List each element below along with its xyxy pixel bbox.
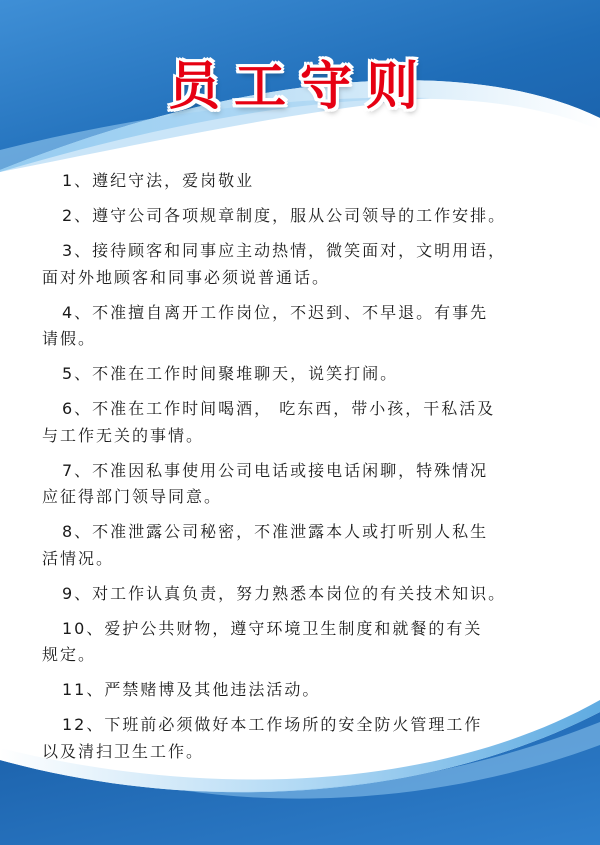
rule-item <box>42 300 582 353</box>
rule-line: 与工作无关的事情。 <box>42 425 205 445</box>
rule-line: 5、不准在工作时间聚堆聊天，说笑打闹。 <box>62 364 399 383</box>
rule-item <box>62 203 582 230</box>
rule-line: 9、对工作认真负责，努力熟悉本岗位的有关技术知识。 <box>62 583 507 603</box>
poster-title: 员工守则 <box>167 57 432 117</box>
rule-line: 2、遵守公司各项规章制度，服从公司领导的工作安排。 <box>62 206 507 225</box>
rule-line: 4、不准擅自离开工作岗位，不迟到、不早退。有事先 <box>62 302 489 322</box>
rule-line: 3、接待顾客和同事应主动热情，微笑面对，文明用语， <box>62 241 507 260</box>
rule-item <box>42 712 582 765</box>
rule-item <box>42 458 582 511</box>
rule-item <box>42 238 582 291</box>
rule-item <box>42 616 582 669</box>
rule-item <box>62 168 582 195</box>
rule-line: 规定。 <box>42 645 97 664</box>
rule-item <box>62 361 582 388</box>
rule-line: 面对外地顾客和同事必须说普通话。 <box>42 267 331 287</box>
rule-item <box>42 519 582 572</box>
rule-line: 应征得部门领导同意。 <box>42 487 223 506</box>
rule-line: 10、爱护公共财物，遵守环境卫生制度和就餐的有关 <box>62 618 483 638</box>
rule-item <box>42 396 582 449</box>
rule-line: 以及清扫卫生工作。 <box>42 741 205 761</box>
rule-line: 活情况。 <box>42 548 115 568</box>
rule-item <box>62 677 582 704</box>
rule-item <box>62 581 582 608</box>
rule-line: 11、严禁赌博及其他违法活动。 <box>62 680 321 699</box>
rule-line: 12、下班前必须做好本工作场所的安全防火管理工作 <box>62 715 483 734</box>
rule-line: 8、不准泄露公司秘密，不准泄露本人或打听别人私生 <box>62 522 489 541</box>
rule-line: 1、遵纪守法，爱岗敬业 <box>62 171 255 190</box>
rule-line: 6、不准在工作时间喝酒， 吃东西，带小孩，干私活及 <box>62 399 496 418</box>
rules-list <box>42 168 582 774</box>
rule-line: 请假。 <box>42 329 97 348</box>
rule-line: 7、不准因私事使用公司电话或接电话闲聊，特殊情况 <box>62 460 489 480</box>
